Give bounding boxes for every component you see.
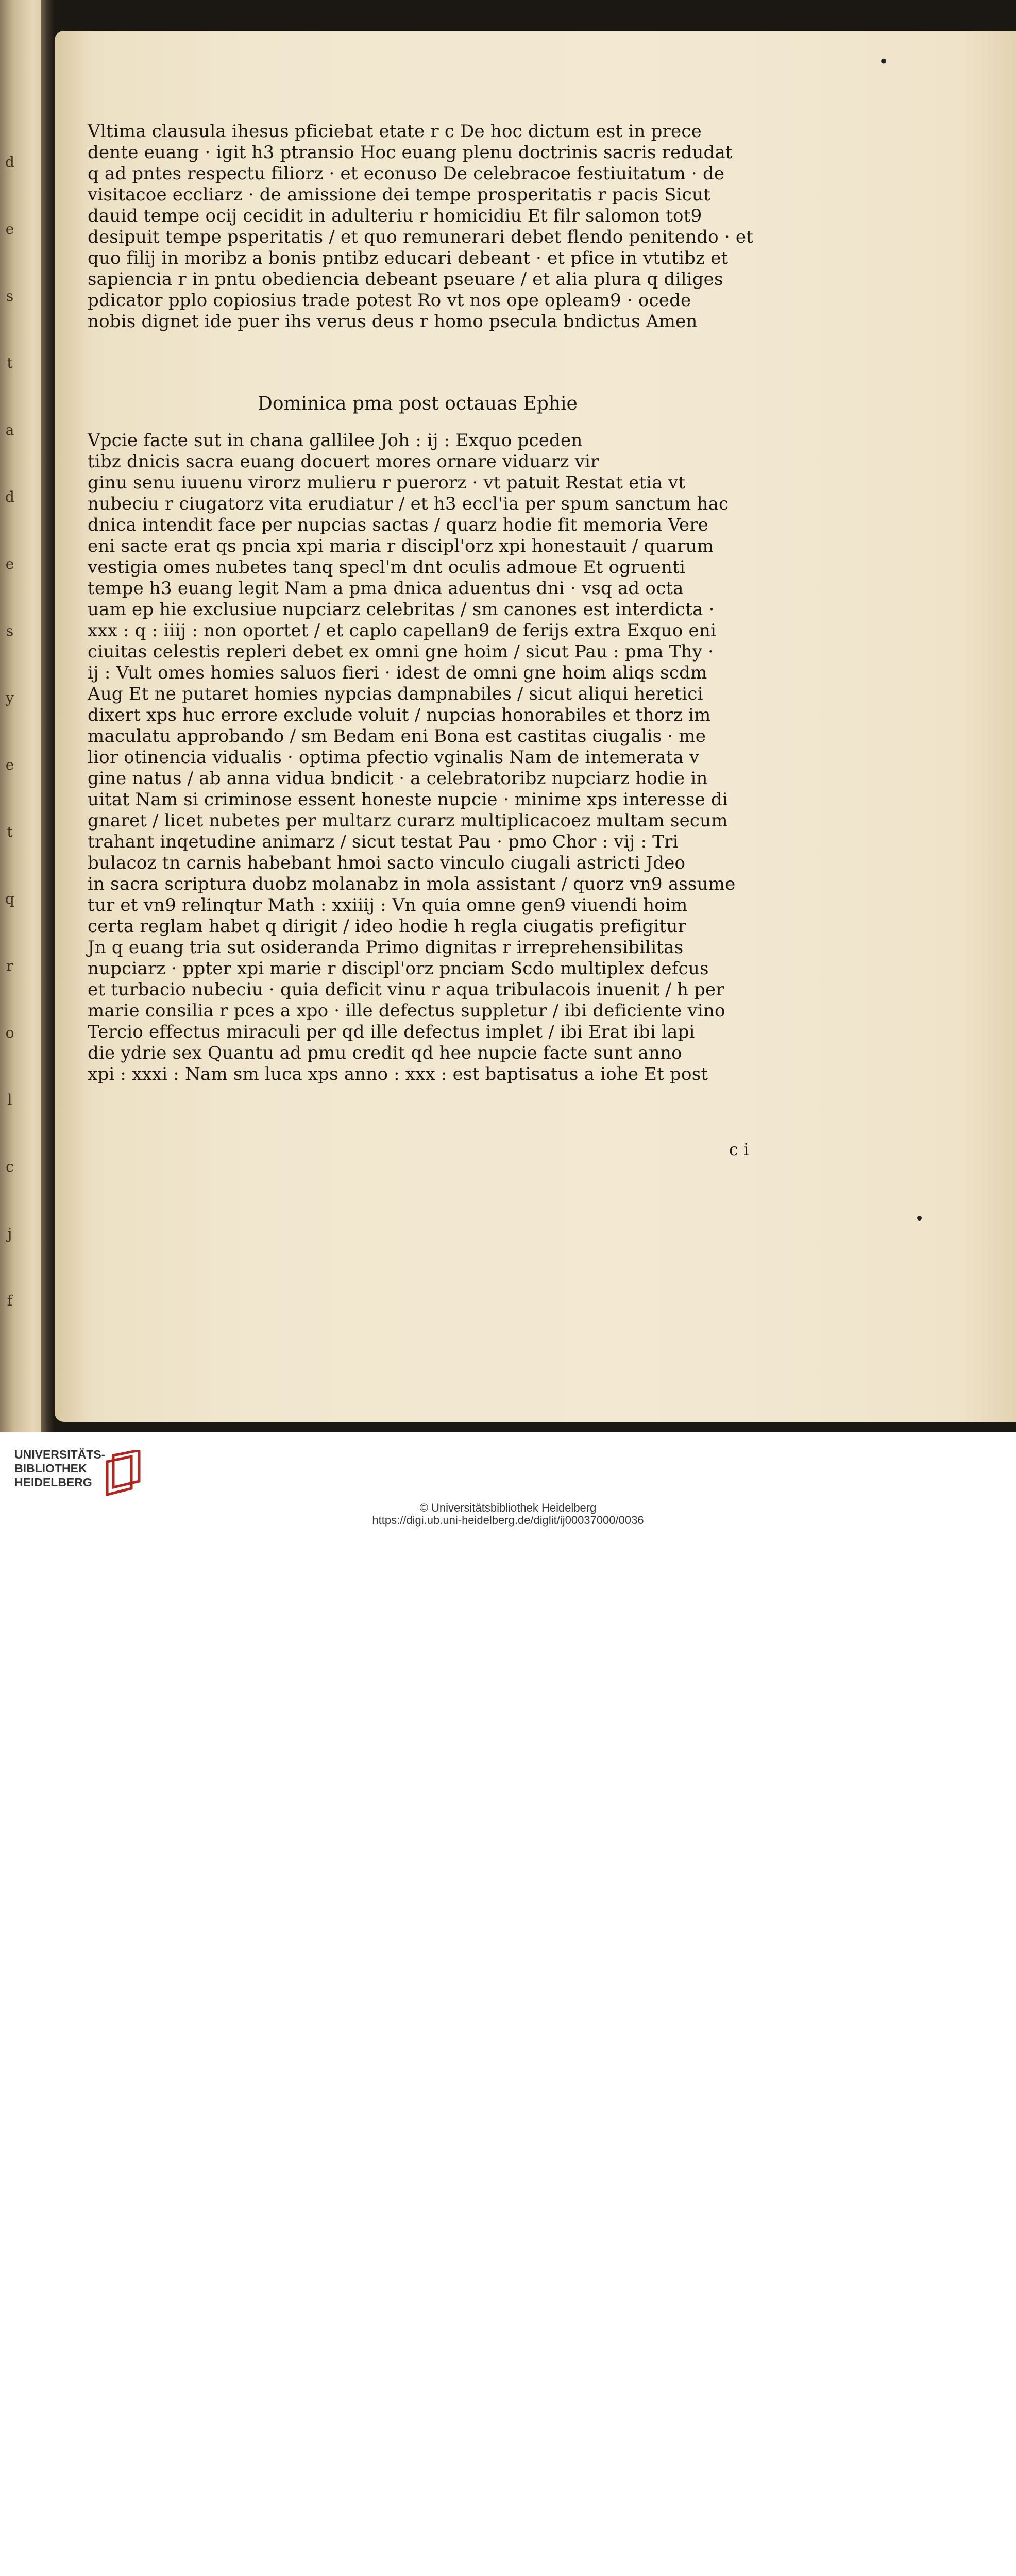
edge-letter: r [6, 957, 13, 974]
text-line: Vpcie facte sut in chana gallilee Joh : ij : Exquo pceden [88, 430, 583, 451]
paragraph-1 [88, 121, 753, 332]
text-line: certa reglam habet q dirigit / ideo hodie h regla ciugatis prefigitur [88, 916, 686, 937]
edge-letter: o [5, 1024, 14, 1041]
text-line: et turbacio nubeciu · quia deficit vinu r aqua tribulacois inuenit / h per [88, 979, 724, 1000]
edge-letter: t [7, 823, 13, 840]
page-url[interactable]: https://digi.ub.uni-heidelberg.de/diglit/ij00037000/0036 [372, 1514, 644, 1527]
left-page-letters [2, 129, 18, 1334]
text-line: xpi : xxxi : Nam sm luca xps anno : xxx : est baptisatus a iohe Et post [88, 1064, 708, 1084]
edge-letter: e [5, 221, 14, 238]
text-line: dixert xps huc errore exclude voluit / nupcias honorabiles et thorz im [88, 705, 711, 725]
edge-letter: y [6, 689, 14, 706]
text-line: uitat Nam si criminose essent honeste nupcie · minime xps interesse di [88, 789, 728, 810]
book-gutter [41, 0, 55, 1432]
text-line: sapiencia r in pntu obediencia debeant pseuare / et alia plura q diliges [88, 269, 723, 290]
text-line: marie consilia r pces a xpo · ille defectus suppletur / ibi deficiente vino [88, 1001, 725, 1021]
text-line: pdicator pplo copiosius trade potest Ro vt nos ope opleam9 · ocede [88, 290, 691, 311]
text-line: gnaret / licet nubetes per multarz curarz multiplicacoez multam secum [88, 810, 728, 831]
library-name-line: BIBLIOTHEK [14, 1462, 87, 1475]
text-line: vestigia omes nubetes tanq specl'm dnt oculis admoue Et ogruenti [88, 557, 686, 578]
text-line: Tercio effectus miraculi per qd ille defectus implet / ibi Erat ibi lapi [88, 1022, 695, 1042]
text-line: tempe h3 euang legit Nam a pma dnica aduentus dni · vsq ad octa [88, 578, 684, 599]
edge-letter: e [5, 555, 14, 572]
text-line: visitacoe eccliarz · de amissione dei tempe prosperitatis r pacis Sicut [88, 184, 710, 205]
edge-letter: s [6, 622, 14, 639]
paragraph-2 [88, 430, 735, 1085]
text-line: in sacra scriptura duobz molanabz in mola assistant / quorz vn9 assume [88, 874, 736, 894]
text-line: tibz dnicis sacra euang docuert mores ornare viduarz vir [88, 451, 599, 472]
text-line: q ad pntes respectu filiorz · et econuso De celebracoe festiuitatum · de [88, 163, 725, 184]
library-logo-icon [103, 1450, 147, 1496]
edge-letter: j [7, 1225, 12, 1242]
page-mark: • [878, 52, 889, 72]
edge-letter: f [7, 1292, 13, 1309]
text-line: lior otinencia vidualis · optima pfectio vginalis Nam de intemerata v [88, 747, 700, 768]
text-line: ginu senu iuuenu virorz mulieru r puerorz · vt patuit Restat etia vt [88, 472, 686, 493]
library-name-line: HEIDELBERG [14, 1476, 92, 1489]
text-line: trahant inqetudine animarz / sicut testat Pau · pmo Chor : vij : Tri [88, 832, 679, 852]
text-line: Jn q euang tria sut osideranda Primo dignitas r irreprehensibilitas [88, 937, 684, 958]
text-line: tur et vn9 relinqtur Math : xxiiij : Vn quia omne gen9 viuendi hoim [88, 895, 688, 916]
text-line: eni sacte erat qs pncia xpi maria r discipl'orz xpi honestauit / quarum [88, 536, 714, 556]
copyright-notice: © Universitätsbibliothek Heidelberg [419, 1501, 597, 1514]
text-line: desipuit tempe psperitatis / et quo remunerari debet flendo penitendo · et [88, 227, 754, 247]
edge-letter: c [6, 1158, 14, 1175]
text-line: dnica intendit face per nupcias sactas / quarz hodie fit memoria Vere [88, 515, 708, 535]
edge-letter: e [5, 756, 14, 773]
edge-letter: q [5, 890, 14, 907]
text-line: dente euang · igit h3 ptransio Hoc euang plenu doctrinis sacris redudat [88, 142, 733, 163]
edge-letter: a [5, 421, 14, 438]
text-line: nubeciu r ciugatorz vita erudiatur / et h3 eccl'ia per spum sanctum hac [88, 494, 729, 514]
text-line: maculatu approbando / sm Bedam eni Bona est castitas ciugalis · me [88, 726, 706, 747]
edge-letter: d [5, 154, 14, 171]
text-line: ciuitas celestis repleri debet ex omni gne hoim / sicut Pau : pma Thy · [88, 641, 714, 662]
text-line: dauid tempe ocij cecidit in adulteriu r homicidiu Et filr salomon tot9 [88, 206, 702, 226]
ink-dot [917, 1216, 922, 1221]
text-line: die ydrie sex Quantu ad pmu credit qd hee nupcie facte sunt anno [88, 1043, 682, 1063]
text-line: uam ep hie exclusiue nupciarz celebritas / sm canones est interdicta · [88, 599, 715, 620]
text-line: bulacoz tn carnis habebant hmoi sacto vinculo ciugali astricti Jdeo [88, 853, 686, 873]
text-line: gine natus / ab anna vidua bndicit · a celebratoribz nupciarz hodie in [88, 768, 708, 789]
section-heading: Dominica pma post octauas Ephie [258, 393, 578, 414]
text-line: ij : Vult omes homies saluos fieri · idest de omni gne hoim aliqs scdm [88, 663, 707, 683]
text-line: quo filij in moribz a bonis pntibz educari debeant · et pfice in vtutibz et [88, 248, 729, 268]
library-name-line: UNIVERSITÄTS- [14, 1448, 106, 1461]
edge-letter: l [7, 1091, 12, 1108]
edge-letter: d [5, 488, 14, 505]
text-line: Vltima clausula ihesus pficiebat etate r c De hoc dictum est in prece [88, 121, 702, 142]
text-line: Aug Et ne putaret homies nypcias dampnabiles / sicut aliqui heretici [88, 684, 703, 704]
edge-letter: s [6, 287, 14, 304]
edge-letter: t [7, 354, 13, 371]
signature-mark: c i [729, 1140, 749, 1159]
text-line: nupciarz · ppter xpi marie r discipl'orz pnciam Scdo multiplex defcus [88, 958, 709, 979]
text-line: nobis dignet ide puer ihs verus deus r homo psecula bndictus Amen [88, 311, 698, 332]
text-line: xxx : q : iiij : non oportet / et caplo capellan9 de ferijs extra Exquo eni [88, 620, 717, 641]
